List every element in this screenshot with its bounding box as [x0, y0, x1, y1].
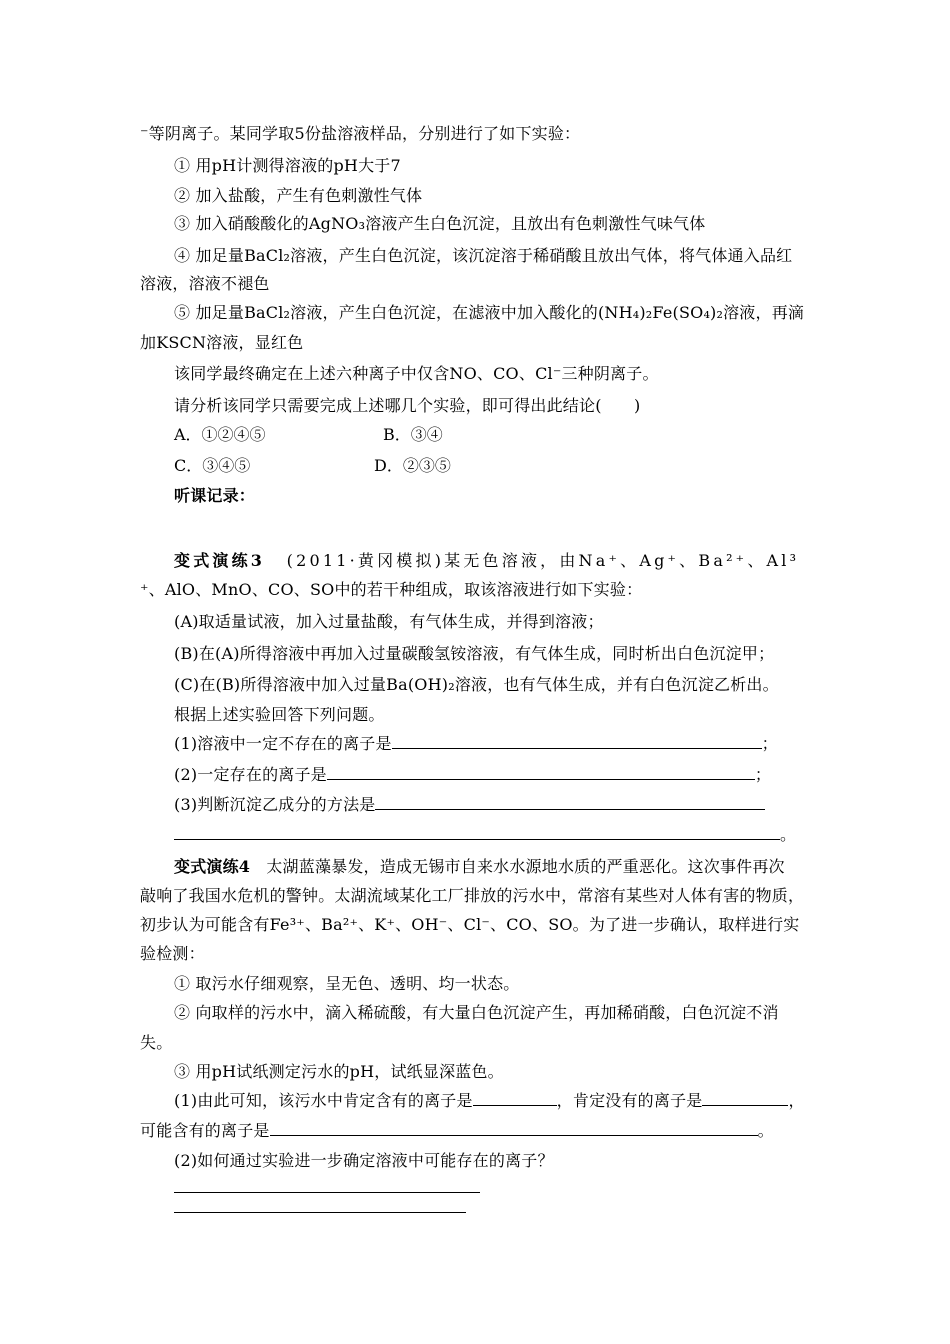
notes-label: 听课记录：	[174, 486, 256, 505]
exercise-3-step-c: (C)在(B)所得溶液中加入过量Ba(OH)₂溶液，也有气体生成，并有白色沉淀乙析出。	[174, 675, 779, 694]
exercise-3-title: 变式演练3	[174, 551, 266, 570]
step-4: ④ 加足量BaCl₂溶液，产生白色沉淀，该沉淀溶于稀硝酸且放出气体，将气体通入品红	[174, 246, 793, 265]
exercise-3-q3-cont	[174, 825, 814, 845]
exercise-4-line-3: 初步认为可能含有Fe³⁺、Ba²⁺、K⁺、OH⁻、Cl⁻、CO、SO。为了进一步确认，取样进行实	[140, 915, 800, 934]
q1c-text: ，	[788, 1091, 805, 1110]
exercise-4-q1	[174, 1091, 814, 1111]
exercise-4-title: 变式演练4	[174, 857, 251, 876]
q3-answer-blank[interactable]	[375, 795, 765, 810]
exercise-4-step-2: ② 向取样的污水中，滴入稀硫酸，有大量白色沉淀产生，再加稀硝酸，白色沉淀不消	[174, 1003, 779, 1022]
q2-text: (2)一定存在的离子是	[174, 765, 327, 784]
exercise-4-line-2: 敲响了我国水危机的警钟。太湖流域某化工厂排放的污水中，常溶有某些对人体有害的物质，	[140, 886, 805, 905]
question: 请分析该同学只需要完成上述哪几个实验，即可得出此结论( )	[174, 396, 641, 415]
option-b: B．③④	[383, 425, 443, 444]
q1-text: (1)溶液中一定不存在的离子是	[174, 734, 392, 753]
q1b-text: ，肯定没有的离子是	[556, 1091, 703, 1110]
exercise-4-step-2-cont: 失。	[140, 1033, 173, 1052]
exercise-3-step-b: (B)在(A)所得溶液中再加入过量碳酸氢铵溶液，有气体生成，同时析出白色沉淀甲；	[174, 644, 775, 663]
answer-line-2[interactable]	[174, 1212, 466, 1213]
exercise-4-q2: (2)如何通过实验进一步确定溶液中可能存在的离子？	[174, 1151, 554, 1170]
step-4-cont: 溶液，溶液不褪色	[140, 274, 270, 293]
q3-period: 。	[780, 825, 797, 844]
q3-answer-blank-2[interactable]	[174, 825, 780, 840]
exercise-4-header	[174, 857, 814, 877]
q1-answer-blank[interactable]	[392, 734, 762, 749]
exercise-4-step-1: ① 取污水仔细观察，呈无色、透明、均一状态。	[174, 974, 520, 993]
conclusion: 该同学最终确定在上述六种离子中仅含NO、CO、Cl⁻三种阴离子。	[174, 364, 659, 383]
exercise-3-q2	[174, 765, 814, 785]
q1-semicolon: ；	[761, 734, 778, 753]
exercise-3-source: (2011·黄冈模拟)	[286, 551, 445, 570]
q3-text: (3)判断沉淀乙成分的方法是	[174, 795, 376, 814]
exercise-3-q1	[174, 734, 814, 754]
exercise-3-line1: 某无色溶液，由Na⁺、Ag⁺、Ba²⁺、Al³	[444, 551, 800, 570]
step-5: ⑤ 加足量BaCl₂溶液，产生白色沉淀，在滤液中加入酸化的(NH₄)₂Fe(SO₄)₂溶液，再滴	[174, 303, 805, 322]
absent-ions-blank[interactable]	[702, 1091, 788, 1106]
q2-answer-blank[interactable]	[327, 765, 755, 780]
exercise-3-q3	[174, 795, 814, 815]
q2-semicolon: ；	[754, 765, 772, 784]
exercise-3-prompt: 根据上述实验回答下列问题。	[174, 705, 385, 724]
exercise-4-line-1: 太湖蓝藻暴发，造成无锡市自来水水源地水质的严重恶化。这次事件再次	[266, 857, 785, 876]
option-d: D．②③⑤	[374, 456, 451, 475]
present-ions-blank[interactable]	[473, 1091, 557, 1106]
option-c: C．③④⑤	[174, 456, 251, 475]
q1e-text: 。	[757, 1121, 774, 1140]
answer-line-1[interactable]	[174, 1192, 480, 1193]
possible-ions-blank[interactable]	[270, 1121, 758, 1136]
exercise-4-q1-cont	[140, 1121, 812, 1141]
exercise-3-line2: ⁺、AlO、MnO、CO、SO中的若干种组成，取该溶液进行如下实验：	[140, 580, 643, 599]
step-2: ② 加入盐酸，产生有色刺激性气体	[174, 186, 423, 205]
step-3: ③ 加入硝酸酸化的AgNO₃溶液产生白色沉淀，且放出有色刺激性气味气体	[174, 214, 706, 233]
option-a: A．①②④⑤	[174, 425, 266, 444]
exercise-4-line-4: 验检测：	[140, 944, 205, 963]
intro-line: ⁻等阴离子。某同学取5份盐溶液样品，分别进行了如下实验：	[140, 124, 581, 143]
exercise-3-header	[174, 551, 814, 571]
step-5-cont: 加KSCN溶液，显红色	[140, 333, 304, 352]
exercise-4-step-3: ③ 用pH试纸测定污水的pH，试纸显深蓝色。	[174, 1062, 504, 1081]
q1d-text: 可能含有的离子是	[140, 1121, 270, 1140]
q1a-text: (1)由此可知，该污水中肯定含有的离子是	[174, 1091, 473, 1110]
step-1: ① 用pH计测得溶液的pH大于7	[174, 156, 401, 175]
exercise-3-step-a: (A)取适量试液，加入过量盐酸，有气体生成，并得到溶液；	[174, 612, 604, 631]
